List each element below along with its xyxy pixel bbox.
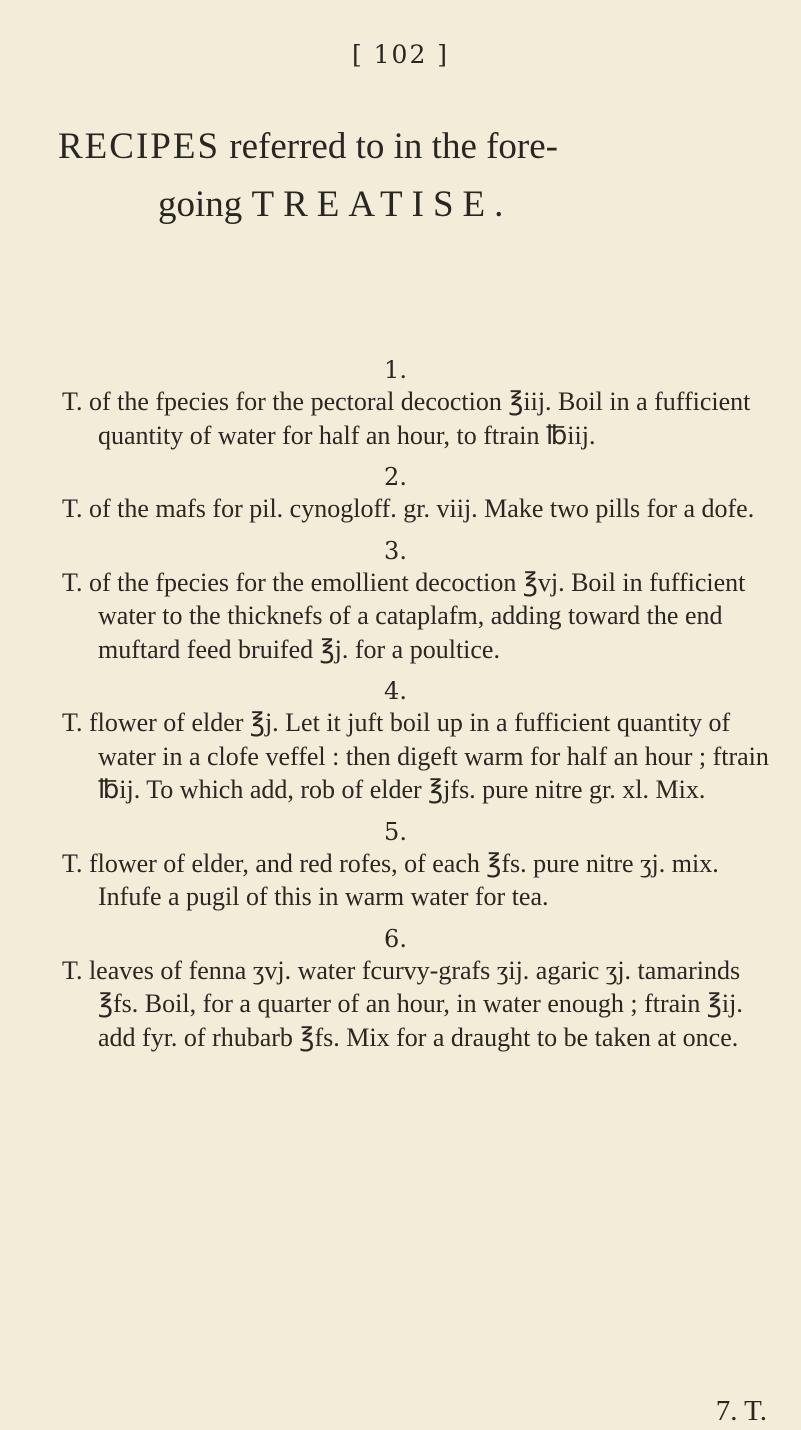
recipe-number: 6. xyxy=(384,924,407,953)
recipe-2 xyxy=(0,462,801,526)
section-heading xyxy=(58,118,558,234)
recipe-text: T. flower of elder ℥j. Let it juft boil up in a fufficient quantity of water in a clofe veffel : then digeft warm for half an hour ; ftrain ℔ij. To which add, rob of elder ℥jfs. pure nitre gr. xl. Mix. xyxy=(62,708,769,804)
heading-line-1 xyxy=(58,118,558,176)
heading-treatise: TREATISE. xyxy=(251,184,513,225)
recipe-number: 5. xyxy=(384,817,407,846)
recipe-4 xyxy=(0,676,801,807)
heading-line-2 xyxy=(58,176,558,234)
recipe-3 xyxy=(0,536,801,667)
recipe-5 xyxy=(0,817,801,914)
recipe-text: T. flower of elder, and red rofes, of each ℥fs. pure nitre ʒj. mix. Infufe a pugil of this in warm water for tea. xyxy=(62,848,719,911)
recipe-number: 2. xyxy=(384,463,407,491)
heading-going: going xyxy=(158,184,243,225)
recipe-number: 3. xyxy=(384,536,407,565)
heading-rest: referred to in the fore- xyxy=(229,126,558,167)
recipe-text: T. of the mafs for pil. cynogloff. gr. viij. Make two pills for a dofe. xyxy=(62,494,755,523)
recipe-number: 4. xyxy=(384,677,407,705)
recipe-list xyxy=(0,355,801,1054)
recipe-text: T. of the fpecies for the pectoral decoction ℥iij. Boil in a fufficient quantity of water for half an hour, to ftrain ℔iij. xyxy=(62,387,751,450)
recipe-text: T. leaves of fenna ʒvj. water fcurvy-grafs ʒij. agaric ʒj. tamarinds ℥fs. Boil, for a quarter of an hour, in water enough ; ftrain ℥ij. add fyr. of rhubarb ℥fs. Mix for a draught to be taken at once. xyxy=(62,955,743,1052)
catchword: 7. T. xyxy=(715,1395,767,1427)
recipe-1 xyxy=(0,355,801,452)
recipe-text: T. of the fpecies for the emollient decoction ℥vj. Boil in fufficient water to the thicknefs of a cataplafm, adding toward the end muftard feed bruifed ℥j. for a poultice. xyxy=(62,567,746,664)
recipe-6 xyxy=(0,924,801,1055)
heading-recipes: RECIPES xyxy=(58,126,221,167)
recipe-number: 1. xyxy=(384,356,407,384)
page-number: [ 102 ] xyxy=(351,40,450,69)
